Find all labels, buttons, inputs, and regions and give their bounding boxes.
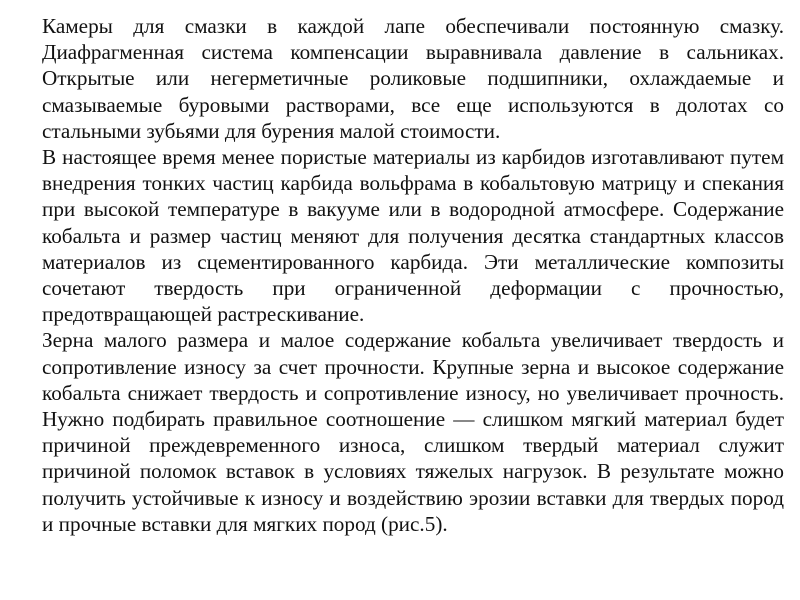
paragraph-carbide-materials: В настоящее время менее пористые материалы из карбидов изготавливают путем внедрения тонких частиц карбида вольфрама в кобальтовую матрицу и спекания при высокой температуре в вакууме или в водородной атмосфере. Содержание кобальта и размер частиц меняют для получения десятка стандартных классов материалов из сцементированного карбида. Эти металлические композиты сочетают твердость при ограниченной деформации с прочностью, предотвращающей растрескивание.: [42, 145, 784, 327]
document-page: [42, 13, 784, 537]
paragraph-lubrication: Камеры для смазки в каждой лапе обеспечивали постоянную смазку. Диафрагменная система компенсации выравнивала давление в сальниках. Открытые или негерметичные роликовые подшипники, охлаждаемые и смазываемые буровыми растворами, все еще используются в долотах со стальными зубьями для бурения малой стоимости.: [42, 14, 784, 143]
paragraph-grain-size: Зерна малого размера и малое содержание кобальта увеличивает твердость и сопротивление износу за счет прочности. Крупные зерна и высокое содержание кобальта снижает твердость и сопротивление износу, но увеличивает прочность. Нужно подбирать правильное соотношение — слишком мягкий материал будет причиной преждевременного износа, слишком твердый материал служит причиной поломок вставок в условиях тяжелых нагрузок. В результате можно получить устойчивые к износу и воздействию эрозии вставки для твердых пород и прочные вставки для мягких пород (рис.5).: [42, 328, 784, 536]
